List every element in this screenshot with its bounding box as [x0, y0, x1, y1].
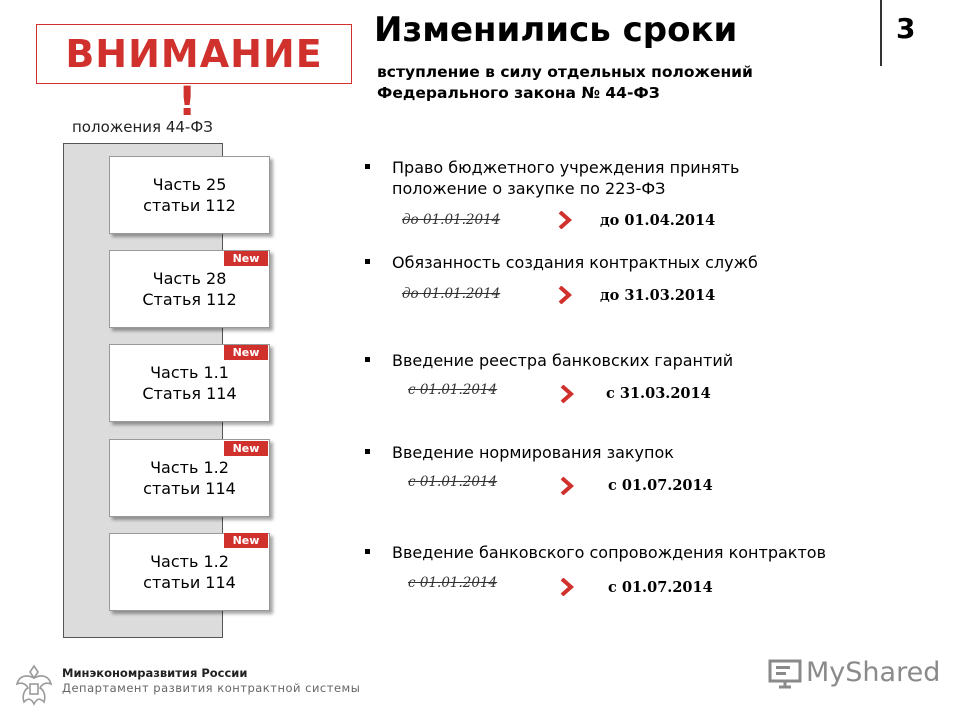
- card-line-1: Часть 1.2: [150, 552, 229, 571]
- item-text-line-1: Введение реестра банковских гарантий: [392, 351, 734, 370]
- subtitle-line-1: вступление в силу отдельных положений: [377, 63, 753, 81]
- provision-card: [109, 156, 270, 234]
- old-date: до 01.01.2014: [402, 286, 501, 302]
- attention-box: [36, 24, 352, 84]
- item-text-line-1: Введение нормирования закупок: [392, 443, 674, 462]
- bullet-icon: [365, 259, 370, 264]
- attention-exclamation: !: [178, 79, 197, 125]
- item-text-line-2: положение о закупке по 223-ФЗ: [392, 179, 666, 198]
- card-line-1: Часть 25: [152, 175, 227, 194]
- chevron-right-icon: [560, 578, 574, 596]
- bullet-icon: [365, 449, 370, 454]
- new-date: до 01.04.2014: [600, 212, 716, 229]
- old-date: с 01.01.2014: [408, 575, 498, 591]
- old-date: с 01.01.2014: [408, 474, 498, 490]
- list-item: [365, 252, 758, 273]
- watermark-logo: MyShared: [806, 657, 941, 688]
- list-item: [365, 442, 674, 463]
- list-item: [365, 350, 733, 371]
- presentation-icon: [768, 659, 802, 689]
- card-line-2: статьи 112: [143, 196, 236, 215]
- page-title: Изменились сроки: [374, 10, 738, 50]
- panel-label: положения 44-ФЗ: [72, 118, 213, 136]
- new-date: с 31.03.2014: [606, 385, 711, 402]
- old-date: с 01.01.2014: [408, 382, 498, 398]
- new-date: с 01.07.2014: [608, 477, 713, 494]
- card-line-2: Статья 112: [142, 290, 237, 309]
- old-date: до 01.01.2014: [402, 212, 501, 228]
- attention-text: ВНИМАНИЕ: [65, 32, 323, 76]
- chevron-right-icon: [560, 477, 574, 495]
- chevron-right-icon: [558, 211, 572, 229]
- new-date: до 31.03.2014: [600, 287, 716, 304]
- new-badge: New: [224, 533, 268, 548]
- card-line-1: Часть 28: [152, 269, 227, 288]
- coat-of-arms-icon: [14, 660, 54, 710]
- item-text-line-1: Обязанность создания контрактных служб: [392, 253, 758, 272]
- list-item: [365, 157, 739, 199]
- subtitle-line-2: Федерального закона № 44-ФЗ: [377, 84, 660, 102]
- bullet-icon: [365, 549, 370, 554]
- card-line-2: статьи 114: [143, 573, 236, 592]
- new-badge: New: [224, 251, 268, 266]
- list-item: [365, 542, 826, 563]
- card-line-1: Часть 1.1: [150, 363, 229, 382]
- item-text-line-1: Право бюджетного учреждения принять: [392, 158, 740, 177]
- card-line-2: статьи 114: [143, 479, 236, 498]
- new-date: с 01.07.2014: [608, 579, 713, 596]
- chevron-right-icon: [560, 385, 574, 403]
- item-text-line-1: Введение банковского сопровождения контрактов: [392, 543, 826, 562]
- chevron-right-icon: [558, 286, 572, 304]
- card-line-2: Статья 114: [142, 384, 237, 403]
- page-subtitle: [377, 62, 753, 104]
- header-divider: [880, 0, 882, 66]
- footer-ministry: Минэкономразвития России: [62, 666, 248, 680]
- footer-department: Департамент развития контрактной системы: [62, 681, 361, 695]
- bullet-icon: [365, 357, 370, 362]
- new-badge: New: [224, 345, 268, 360]
- page-number: 3: [896, 12, 916, 45]
- bullet-icon: [365, 164, 370, 169]
- card-line-1: Часть 1.2: [150, 458, 229, 477]
- new-badge: New: [224, 441, 268, 456]
